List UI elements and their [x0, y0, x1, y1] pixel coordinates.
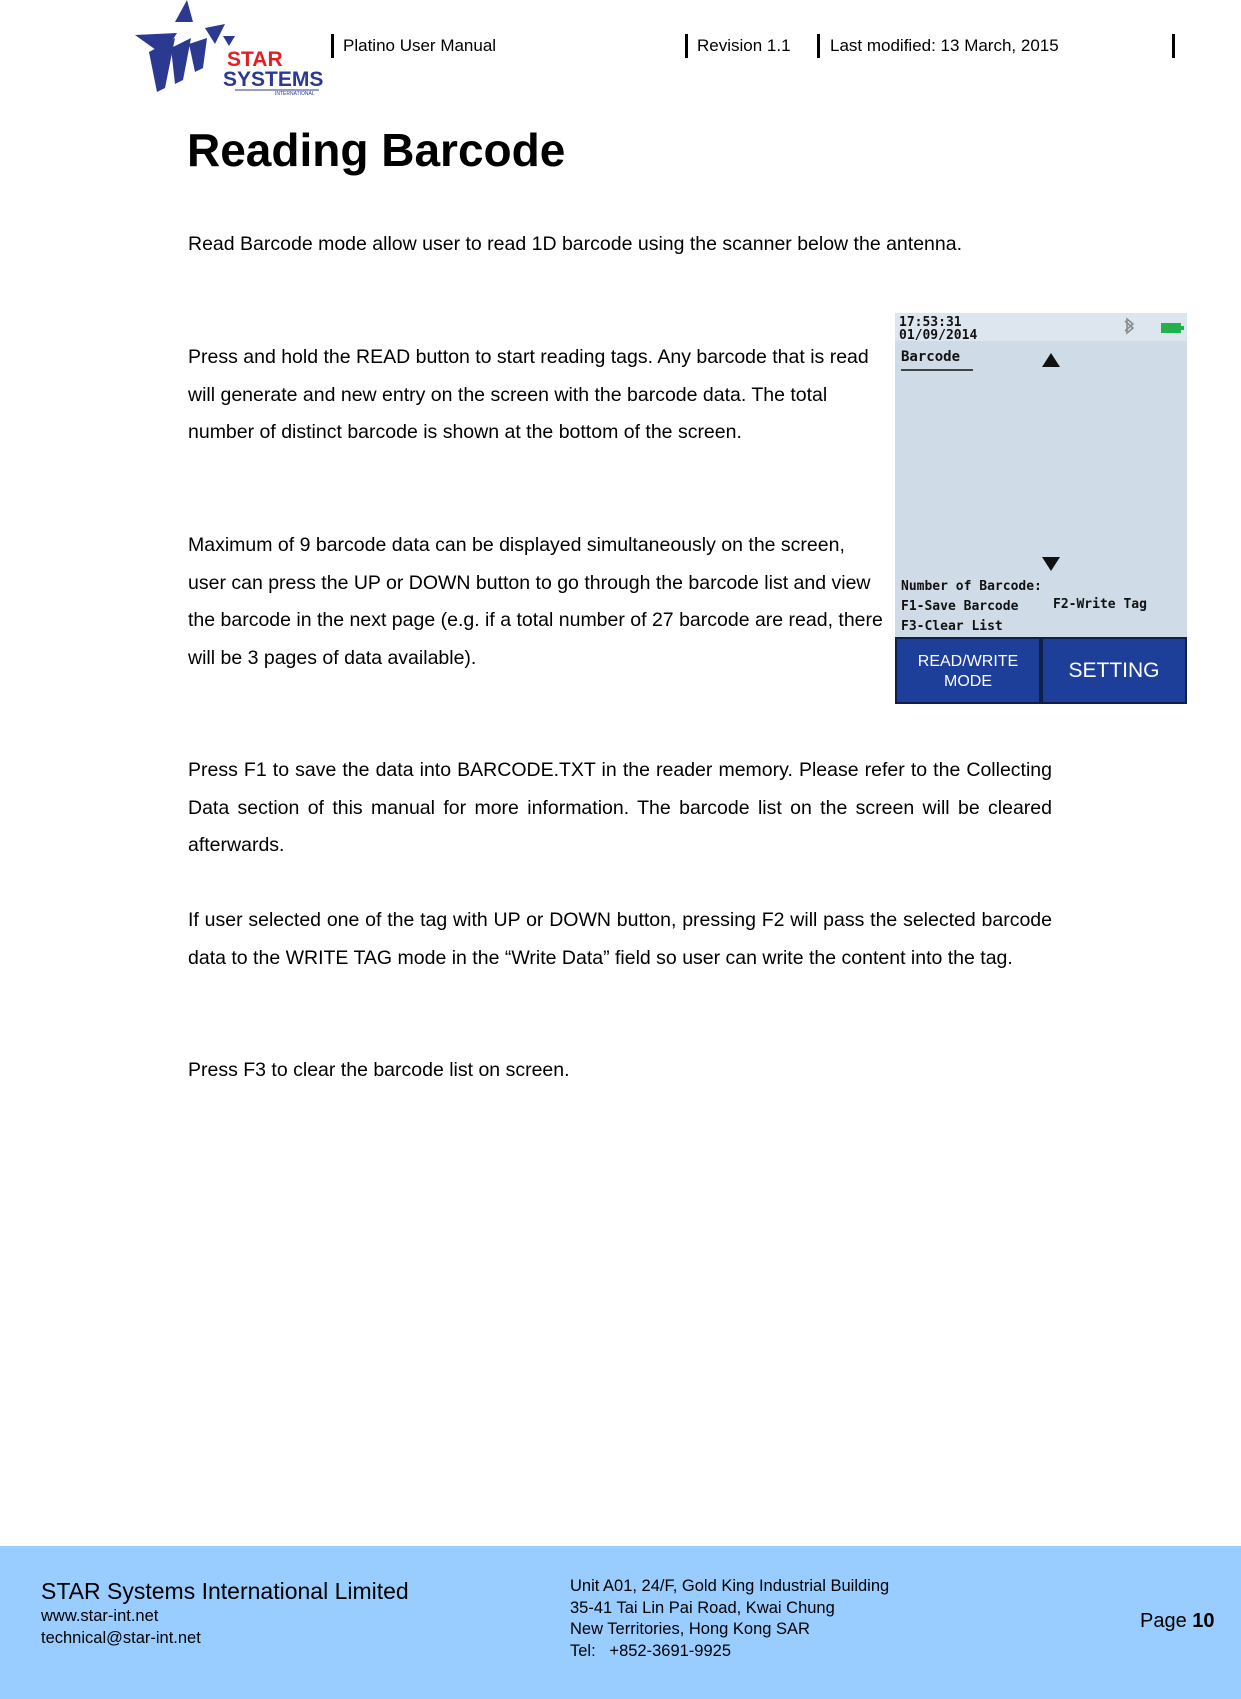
address-line: Unit A01, 24/F, Gold King Industrial Building	[570, 1577, 890, 1595]
svg-text:01/09/2014: 01/09/2014	[899, 328, 978, 343]
last-modified-label: Last modified: 13 March, 2015	[830, 36, 1059, 55]
header-separator	[1172, 34, 1175, 58]
svg-text:INTERNATIONAL: INTERNATIONAL	[275, 91, 315, 96]
header-separator	[331, 34, 334, 58]
svg-text:READ/WRITE: READ/WRITE	[917, 653, 1019, 670]
svg-text:Barcode: Barcode	[901, 349, 961, 365]
document-title: Platino User Manual	[343, 36, 497, 55]
address-line: New Territories, Hong Kong SAR	[570, 1620, 810, 1638]
star-systems-logo	[135, 0, 325, 96]
paragraph-f1-save: Press F1 to save the data into BARCODE.TXT in the reader memory. Please refer to the Collecting Data section of this manual for more information. The barcode list on the screen will be cleared afterwards.	[188, 759, 1052, 856]
read-write-mode-button[interactable]	[897, 639, 1039, 702]
website-link[interactable]: www.star-int.net	[41, 1607, 159, 1625]
email-link[interactable]: technical@star-int.net	[41, 1629, 201, 1647]
paragraph-f2-write: If user selected one of the tag with UP or DOWN button, pressing F2 will pass the selected barcode data to the WRITE TAG mode in the “Write Data” field so user can write the content into the tag.	[188, 909, 1052, 969]
paragraph-intro: Read Barcode mode allow user to read 1D barcode using the scanner below the antenna.	[188, 233, 962, 255]
svg-text:MODE: MODE	[944, 673, 992, 690]
setting-button[interactable]	[1043, 639, 1185, 702]
paragraph-f3-clear: Press F3 to clear the barcode list on screen.	[188, 1059, 570, 1081]
phone-line: Tel: +852-3691-9925	[570, 1642, 731, 1660]
paragraph-read-button: Press and hold the READ button to start reading tags. Any barcode that is read will generate and new entry on the screen with the barcode data. The total number of distinct barcode is shown at the bottom of the screen.	[188, 346, 869, 443]
header-separator	[817, 34, 820, 58]
svg-text:STAR: STAR	[227, 48, 283, 71]
svg-text:F1-Save Barcode: F1-Save Barcode	[901, 599, 1019, 614]
company-name: STAR Systems International Limited	[41, 1578, 409, 1604]
page-number: Page 10	[1140, 1610, 1215, 1632]
svg-text:17:53:31: 17:53:31	[899, 315, 962, 330]
page-title: Reading Barcode	[187, 124, 566, 176]
revision-label: Revision 1.1	[697, 36, 791, 55]
header-separator	[685, 34, 688, 58]
address-line: 35-41 Tai Lin Pai Road, Kwai Chung	[570, 1599, 835, 1617]
svg-text:Number of Barcode:: Number of Barcode:	[901, 579, 1042, 594]
svg-text:SYSTEMS: SYSTEMS	[223, 68, 324, 91]
svg-text:F2-Write Tag: F2-Write Tag	[1053, 597, 1147, 612]
battery-icon	[1161, 323, 1184, 333]
paragraph-paging: Maximum of 9 barcode data can be displayed simultaneously on the screen, user can press the UP or DOWN button to go through the barcode list and view the barcode in the next page (e.g. if a total number of 27 barcode are read, there will be 3 pages of data available).	[188, 534, 883, 669]
device-screen-photo	[895, 313, 1187, 704]
svg-text:F3-Clear List: F3-Clear List	[901, 619, 1003, 634]
svg-text:SETTING: SETTING	[1068, 659, 1160, 682]
